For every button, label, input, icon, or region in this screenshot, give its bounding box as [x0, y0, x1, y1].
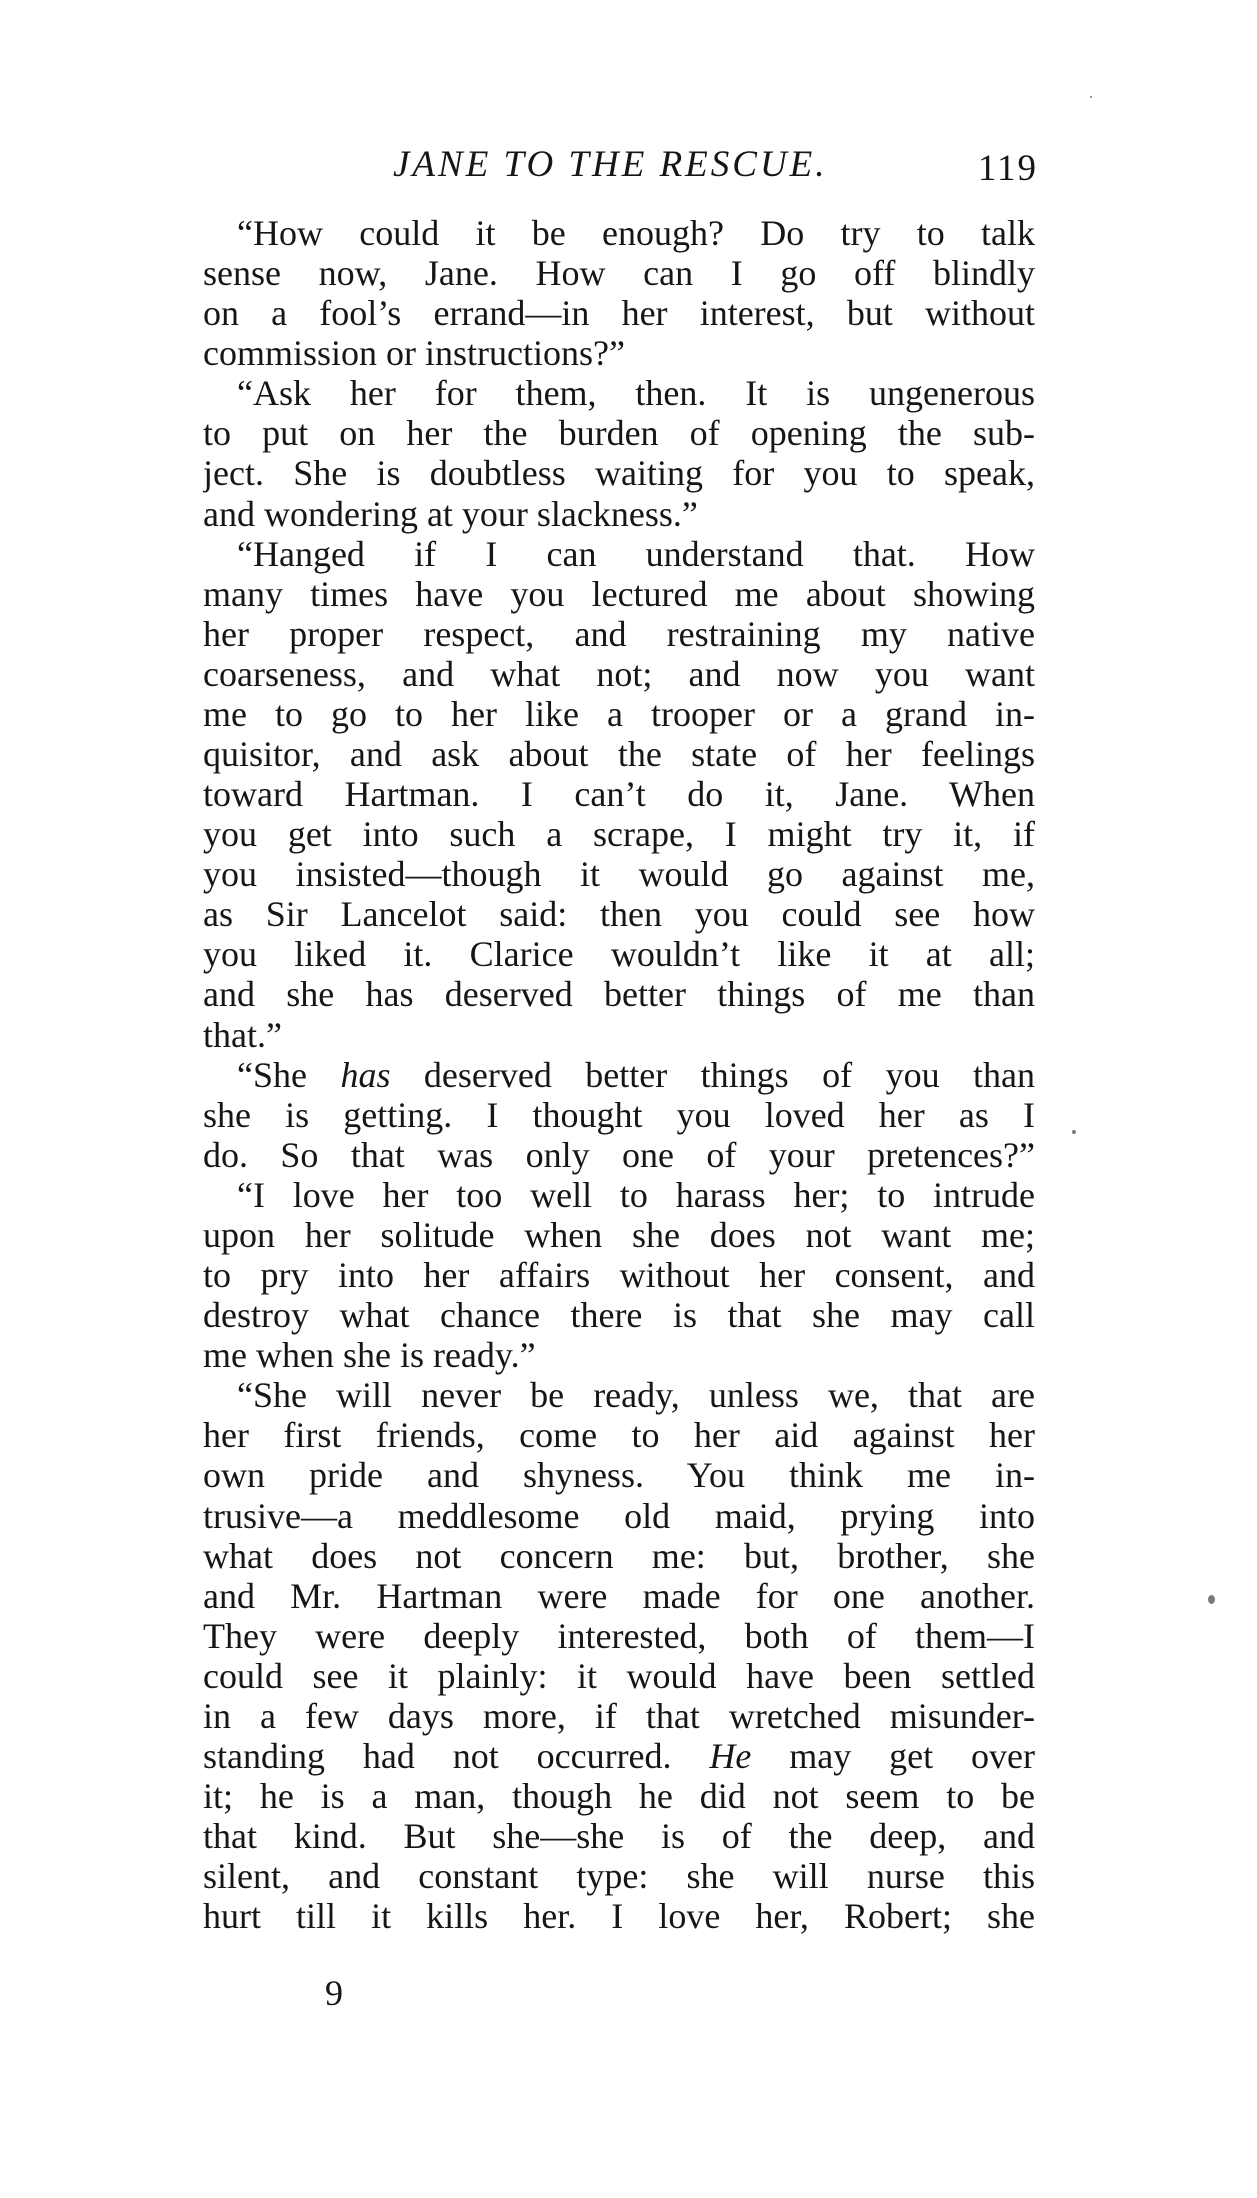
text-line: quisitor, and ask about the state of her feelings	[203, 734, 1035, 775]
text-line: you insisted—though it would go against me,	[203, 854, 1035, 895]
text-line: her first friends, come to her aid against her	[203, 1415, 1035, 1456]
text-line: in a few days more, if that wretched misunder-	[203, 1695, 1035, 1736]
ink-speck	[1090, 96, 1092, 98]
text-line: to pry into her affairs without her consent, and	[203, 1255, 1035, 1296]
text-line: me when she is ready.”	[203, 1335, 536, 1376]
text-line: that.”	[203, 1014, 282, 1055]
text-line: it; he is a man, though he did not seem to be	[203, 1776, 1035, 1817]
emphasis: He	[709, 1735, 752, 1776]
text-line: and she has deserved better things of me than	[203, 974, 1035, 1015]
text-line: to put on her the burden of opening the sub-	[203, 413, 1035, 454]
running-title: JANE TO THE RESCUE.	[393, 144, 828, 185]
text-line: hurt till it kills her. I love her, Robert; she	[203, 1896, 1035, 1937]
text-line: destroy what chance there is that she may call	[203, 1295, 1035, 1336]
text-line: her proper respect, and restraining my native	[203, 613, 1035, 654]
text-line: “I love her too well to harass her; to intrude	[237, 1174, 1035, 1215]
text-line: “How could it be enough? Do try to talk	[237, 213, 1035, 253]
text-line: ject. She is doubtless waiting for you to speak,	[203, 453, 1035, 494]
ink-speck	[1208, 1595, 1215, 1604]
page-header	[203, 143, 1038, 193]
text-line: commission or instructions?”	[203, 333, 625, 374]
text-line: “She has deserved better things of you than	[237, 1054, 1035, 1095]
body-text	[203, 213, 1035, 1936]
text-line: on a fool’s errand—in her interest, but without	[203, 293, 1035, 334]
text-line: “She will never be ready, unless we, that are	[237, 1375, 1035, 1416]
text-line: standing had not occurred. He may get over	[203, 1735, 1035, 1776]
signature-mark: 9	[325, 1973, 343, 2013]
text-line: toward Hartman. I can’t do it, Jane. When	[203, 774, 1035, 815]
text-line: and wondering at your slackness.”	[203, 493, 698, 534]
text-line: many times have you lectured me about showing	[203, 573, 1035, 614]
text-line: she is getting. I thought you loved her as I	[203, 1094, 1035, 1135]
text-line: and Mr. Hartman were made for one another.	[203, 1575, 1035, 1616]
page-number: 119	[977, 148, 1038, 189]
text-line: you get into such a scrape, I might try it, if	[203, 814, 1035, 855]
text-line: as Sir Lancelot said: then you could see how	[203, 894, 1035, 935]
text-line: what does not concern me: but, brother, she	[203, 1535, 1035, 1576]
text-line: upon her solitude when she does not want me;	[203, 1214, 1035, 1255]
text-line: “Ask her for them, then. It is ungenerous	[237, 373, 1035, 414]
text-line: me to go to her like a trooper or a grand in-	[203, 693, 1035, 734]
text-line: silent, and constant type: she will nurse this	[203, 1856, 1035, 1897]
text-line: “Hanged if I can understand that. How	[237, 533, 1035, 574]
text-line: coarseness, and what not; and now you want	[203, 653, 1035, 694]
text-line: trusive—a meddlesome old maid, prying into	[203, 1495, 1035, 1536]
text-line: do. So that was only one of your pretences?”	[203, 1134, 1035, 1175]
text-line: They were deeply interested, both of them—I	[203, 1615, 1035, 1656]
ink-speck	[1072, 1130, 1076, 1134]
text-line: that kind. But she—she is of the deep, and	[203, 1816, 1035, 1857]
text-line: you liked it. Clarice wouldn’t like it at all;	[203, 934, 1035, 975]
text-line: own pride and shyness. You think me in-	[203, 1455, 1035, 1496]
emphasis: has	[340, 1054, 391, 1095]
text-line: sense now, Jane. How can I go off blindly	[203, 253, 1035, 294]
text-line: could see it plainly: it would have been settled	[203, 1655, 1035, 1696]
